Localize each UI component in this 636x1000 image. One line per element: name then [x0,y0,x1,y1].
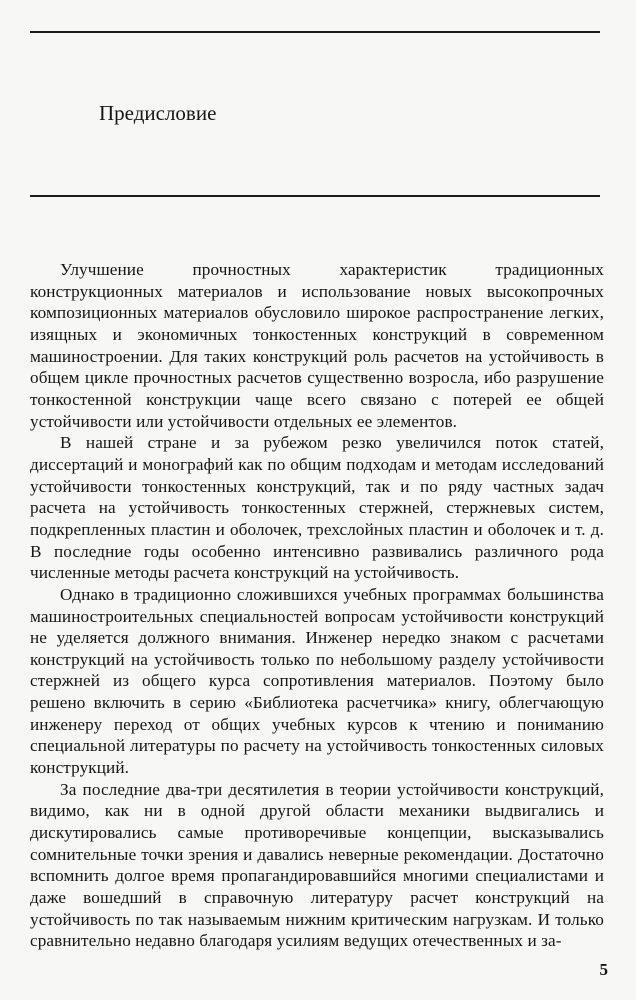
top-rule [30,31,600,33]
paragraph: За последние два-три десятилетия в теории устойчивости конструкций, видимо, как ни в одной другой области механики выдвигались и дискутировались самые противоречивые концепции, высказывались сомнительные точки зрения и давались неверные рекомендации. Достаточно вспомнить долгое время пропагандировавшийся многими специалистами и даже вошедший в справочную литературу расчет конструкций на устойчивость по так называемым нижним критическим нагрузкам. И только сравнительно недавно благодаря усилиям ведущих отечественных и за- [30,779,604,951]
body-text [30,259,604,952]
paragraph: Улучшение прочностных характеристик традиционных конструкционных материалов и использование новых высокопрочных композиционных материалов обусловило широкое распространение легких, изящных и экономичных тонкостенных конструкций в современном машиностроении. Для таких конструкций роль расчетов на устойчивость в общем цикле прочностных расчетов существенно возросла, ибо разрушение тонкостенной конструкции чаще всего связано с потерей ее общей устойчивости или устойчивости отдельных ее элементов. [30,260,604,431]
section-heading: Предисловие [99,101,217,125]
paragraph: В нашей стране и за рубежом резко увеличился поток статей, диссертаций и монографий как по общим подходам и методам исследований устойчивости тонкостенных конструкций, так и по ряду частных задач расчета на устойчивость тонкостенных стержней, стержневых систем, подкрепленных пластин и оболочек, трехслойных пластин и оболочек и т. д. В последние годы особенно интенсивно развивались различного рода численные методы расчета конструкций на устойчивость. [30,433,604,583]
paragraph: Однако в традиционно сложившихся учебных программах большинства машиностроительных специальностей вопросам устойчивости конструкций не уделяется должного внимания. Инженер нередко знаком с расчетами конструкций на устойчивость только по небольшому разделу устойчивости стержней из общего курса сопротивления материалов. Поэтому было решено включить в серию «Библиотека расчетчика» книгу, облегчающую инженеру переход от общих учебных курсов к чтению и пониманию специальной литературы по расчету на устойчивость тонкостенных силовых конструкций. [30,584,604,778]
page-number: 5 [599,960,608,979]
bottom-rule [30,195,600,197]
